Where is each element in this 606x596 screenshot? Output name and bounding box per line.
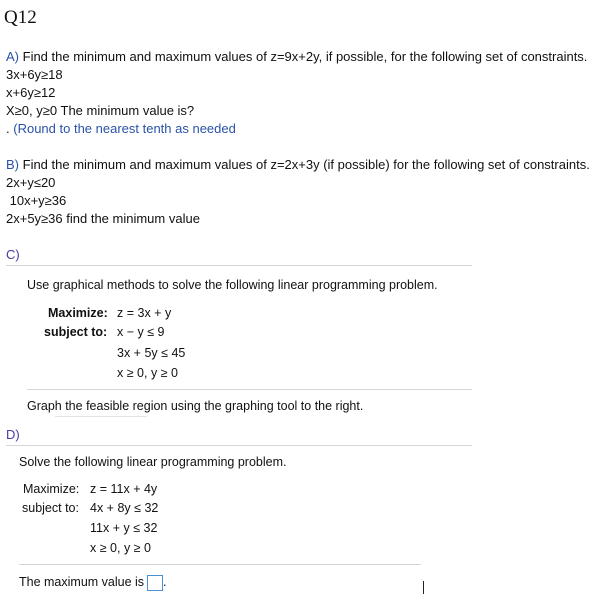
- part-a-nonneg-question: X≥0, y≥0 The minimum value is?: [6, 103, 195, 118]
- part-d-bottom-divider: [19, 564, 421, 565]
- part-d-answer-line: [19, 574, 167, 591]
- part-b-constraint-2: 10x+y≥36: [6, 193, 67, 208]
- part-c-mid-divider: [27, 389, 472, 390]
- part-b-constraint-1: 2x+y≤20: [6, 175, 56, 190]
- part-d-objective: z = 11x + 4y: [90, 482, 158, 496]
- part-d-intro: Solve the following linear programming problem.: [19, 455, 287, 469]
- part-b-prompt: [6, 157, 590, 173]
- part-a-note-text: (Round to the nearest tenth as needed: [13, 121, 236, 136]
- part-c-constraint-1: x − y ≤ 9: [117, 325, 165, 339]
- part-d-subject-label: subject to:: [22, 501, 79, 515]
- maximum-value-input[interactable]: [147, 575, 163, 591]
- part-c-letter: C): [6, 247, 20, 262]
- part-a-letter: A): [6, 49, 19, 64]
- part-b-prompt-text: Find the minimum and maximum values of z=2x+3y (if possible) for the following set of constraints.: [22, 157, 590, 172]
- part-d-maximize-label: Maximize:: [23, 482, 80, 496]
- part-a-note: [6, 121, 236, 137]
- part-c-subject-label: subject to:: [44, 325, 108, 339]
- part-c-constraint-3: x ≥ 0, y ≥ 0: [117, 366, 178, 380]
- part-d-constraint-2: 11x + y ≤ 32: [90, 521, 158, 535]
- part-a-prompt-text: Find the minimum and maximum values of z=9x+2y, if possible, for the following set of constraints.: [22, 49, 588, 64]
- part-d-constraint-3: x ≥ 0, y ≥ 0: [90, 541, 151, 555]
- part-c-maximize-label: Maximize:: [48, 306, 108, 320]
- part-b-letter: B): [6, 157, 19, 172]
- part-c-intro: Use graphical methods to solve the following linear programming problem.: [27, 278, 438, 292]
- part-a-constraint-2: x+6y≥12: [6, 85, 56, 100]
- text-cursor: [423, 581, 424, 594]
- part-d-constraint-1: 4x + 8y ≤ 32: [90, 501, 159, 515]
- part-c-top-divider: [6, 265, 472, 266]
- part-c-tab-line: [55, 416, 147, 417]
- part-a-constraint-1: 3x+6y≥18: [6, 67, 63, 82]
- part-d-letter: D): [6, 427, 20, 442]
- part-d-answer-suffix: .: [163, 575, 167, 589]
- part-d-top-divider: [6, 445, 472, 446]
- part-a-note-dot: .: [6, 121, 10, 136]
- part-c-instruction: Graph the feasible region using the graphing tool to the right.: [27, 399, 364, 413]
- question-title: Q12: [4, 7, 37, 28]
- part-a-prompt: [6, 49, 587, 65]
- part-c-objective: z = 3x + y: [117, 306, 172, 320]
- part-d-answer-prefix: The maximum value is: [19, 575, 145, 589]
- part-b-constraint-3: 2x+5y≥36 find the minimum value: [6, 211, 200, 226]
- part-c-constraint-2: 3x + 5y ≤ 45: [117, 346, 186, 360]
